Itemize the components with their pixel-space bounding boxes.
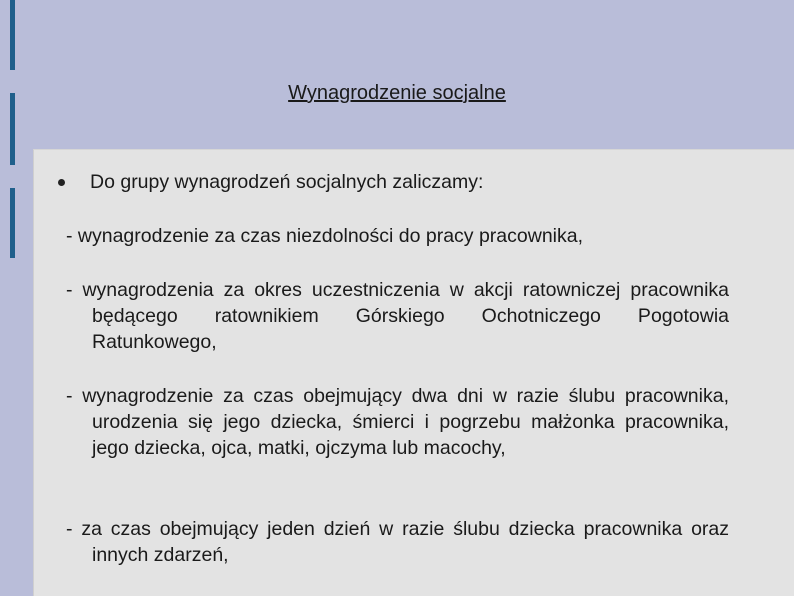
bullet-icon — [58, 179, 65, 186]
slide-title: Wynagrodzenie socjalne — [288, 82, 506, 104]
list-item: - wynagrodzenie za czas niezdolności do pracy pracownika, — [66, 225, 584, 247]
intro-text: Do grupy wynagrodzeń socjalnych zaliczamy: — [90, 171, 484, 193]
intro-line — [58, 170, 738, 194]
list-item: - wynagrodzenie za czas obejmujący dwa dni w razie ślubu pracownika, urodzenia się jego dziecka, śmierci i pogrzebu małżonka pracownika, jego dziecka, ojca, matki, ojczyma lub macochy, — [66, 385, 729, 459]
left-accent-bar-bottom — [10, 188, 15, 258]
list-item: - za czas obejmujący jeden dzień w razie ślubu dziecka pracownika oraz innych zdarzeń, — [66, 518, 729, 566]
left-accent-bar-top — [10, 0, 15, 70]
list-item: - wynagrodzenia za okres uczestniczenia w akcji ratowniczej pracownika będącego ratownikiem Górskiego Ochotniczego Pogotowia Ratunkowego, — [66, 279, 729, 353]
